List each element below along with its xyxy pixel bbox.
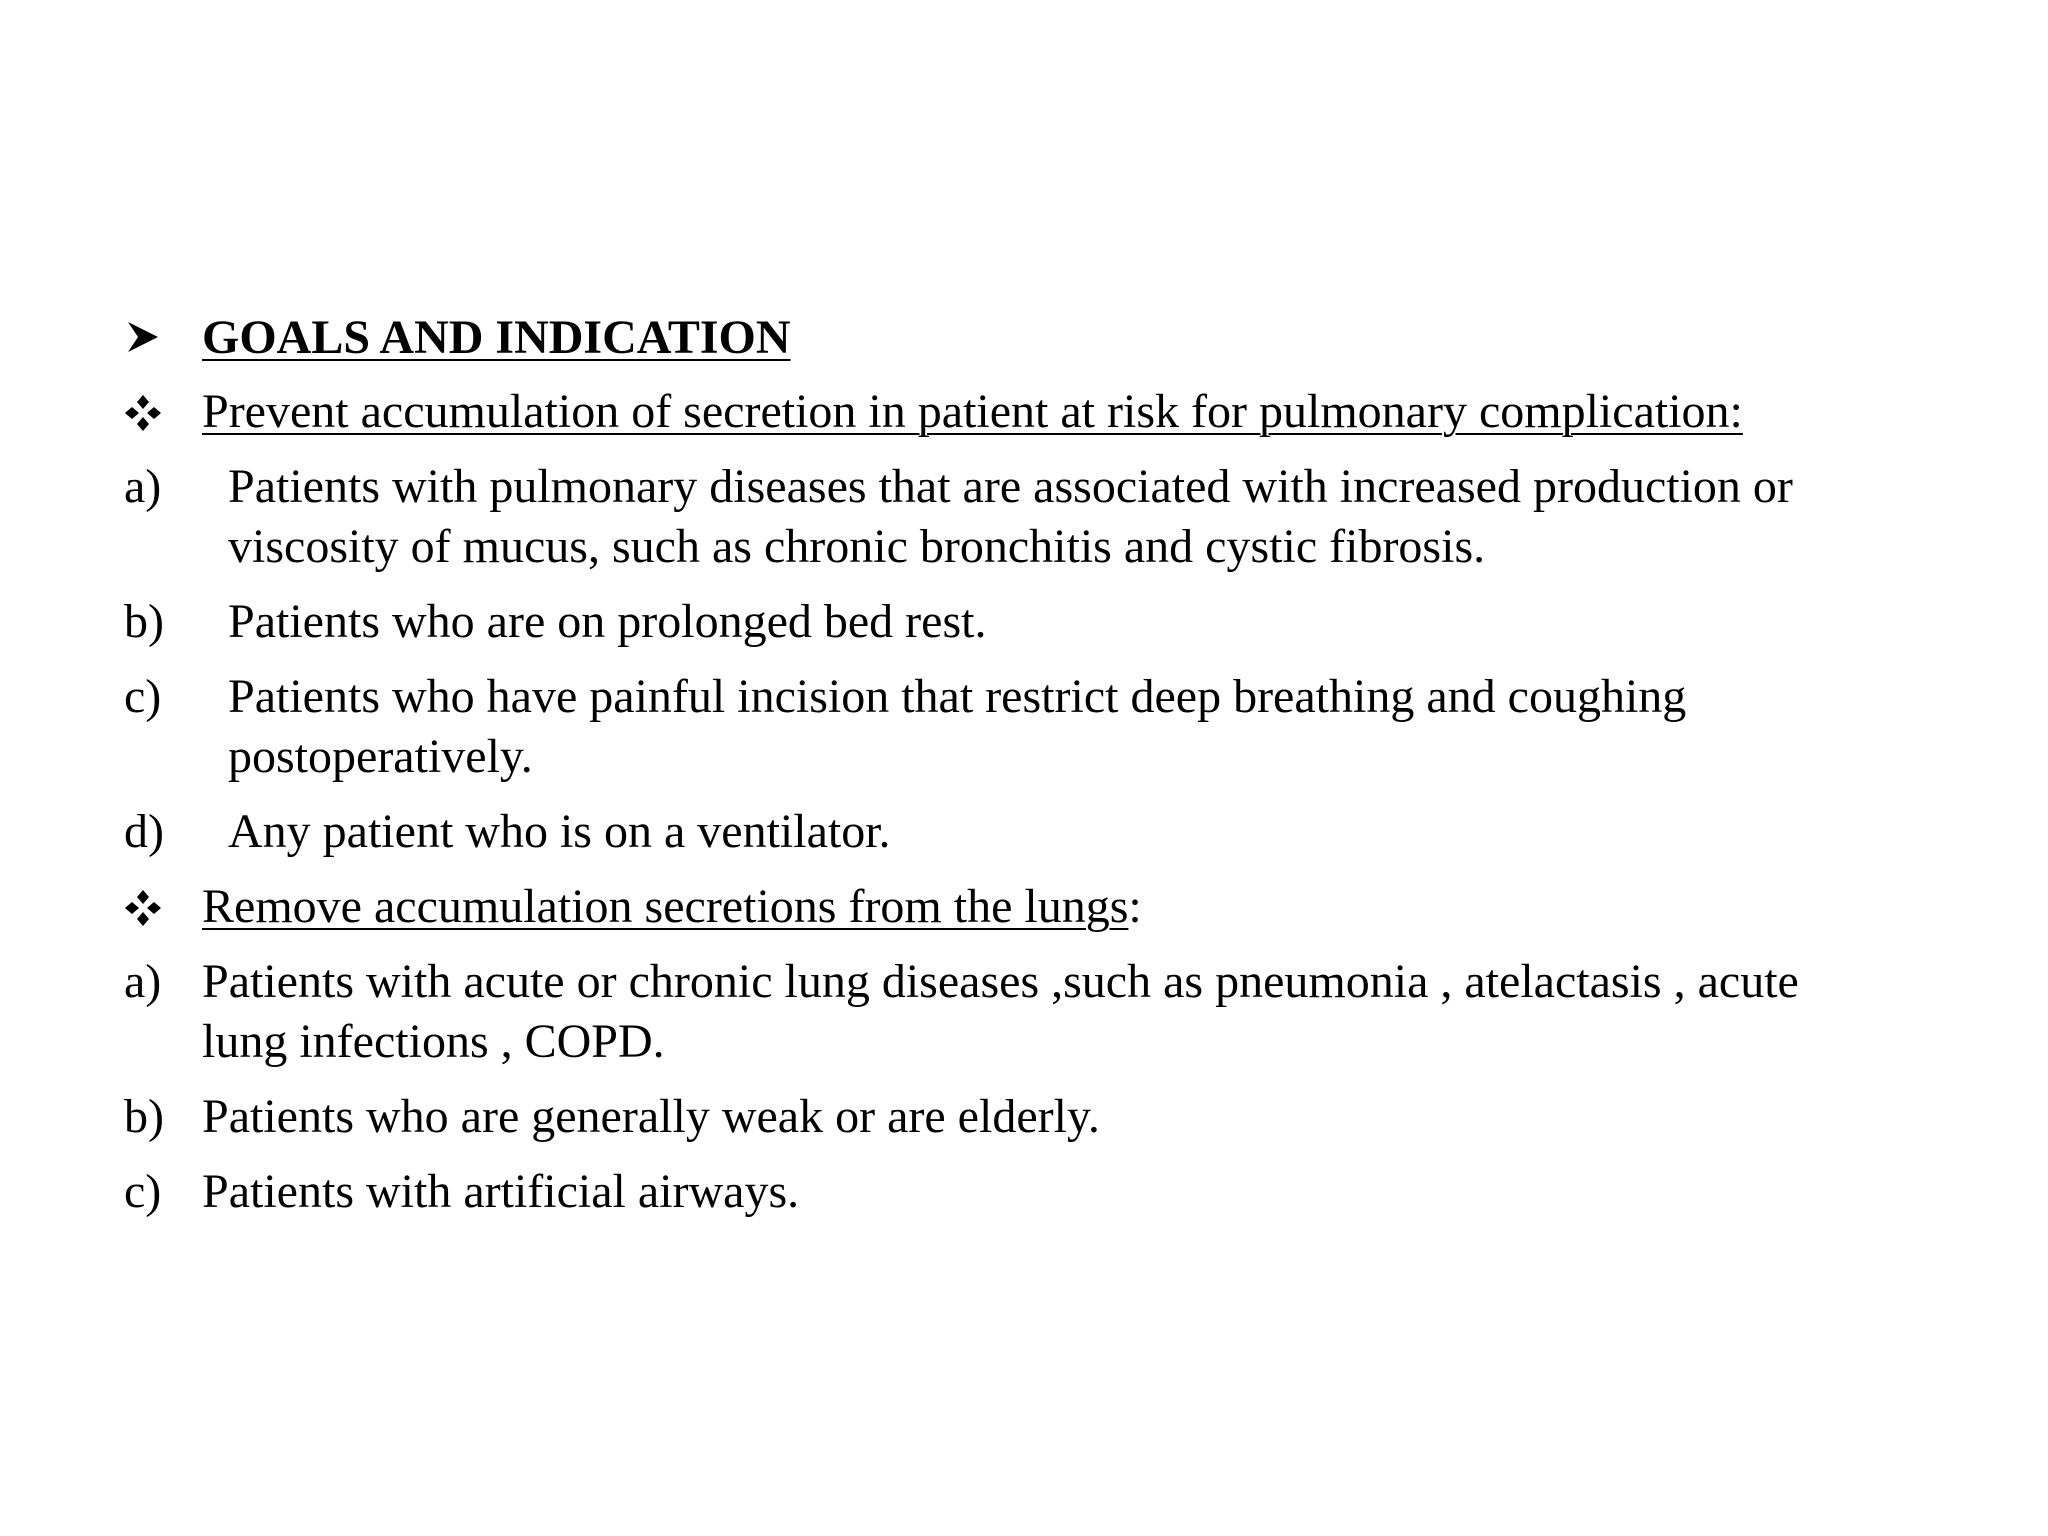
list-item-line: Patients who have painful incision that restrict deep breathing and coughing (228, 670, 1687, 723)
section2-title-suffix: : (1128, 880, 1142, 933)
list-item-line: Any patient who is on a ventilator. (228, 805, 891, 858)
list-item-line: lung infections , COPD. (202, 1015, 665, 1068)
list-marker: b) (124, 1090, 164, 1143)
list-marker: a) (124, 460, 162, 513)
list-marker: d) (124, 805, 164, 858)
four-diamond-bullet-icon (124, 394, 162, 432)
list-item-line: Patients with acute or chronic lung diseases ,such as pneumonia , atelactasis , acute (202, 955, 1799, 1008)
section-heading: GOALS AND INDICATION (202, 311, 791, 364)
section1-title: Prevent accumulation of secretion in patient at risk for pulmonary complication: (202, 385, 1743, 438)
list-marker: b) (124, 595, 164, 648)
list-item-line: Patients who are on prolonged bed rest. (228, 595, 987, 648)
list-marker: a) (124, 955, 162, 1008)
section2-title-row (202, 877, 1142, 937)
list-item-line: Patients who are generally weak or are elderly. (202, 1090, 1100, 1143)
list-marker: c) (124, 670, 162, 723)
list-item-line: postoperatively. (228, 730, 533, 783)
list-item-line: Patients with pulmonary diseases that are associated with increased production or (228, 460, 1793, 513)
list-item-line: viscosity of mucus, such as chronic bronchitis and cystic fibrosis. (228, 520, 1486, 573)
list-item-line: Patients with artificial airways. (202, 1165, 800, 1218)
list-marker: c) (124, 1165, 162, 1218)
four-diamond-bullet-icon (124, 889, 162, 927)
section2-title: Remove accumulation secretions from the lungs (202, 880, 1129, 933)
arrowhead-bullet-icon (126, 320, 160, 354)
